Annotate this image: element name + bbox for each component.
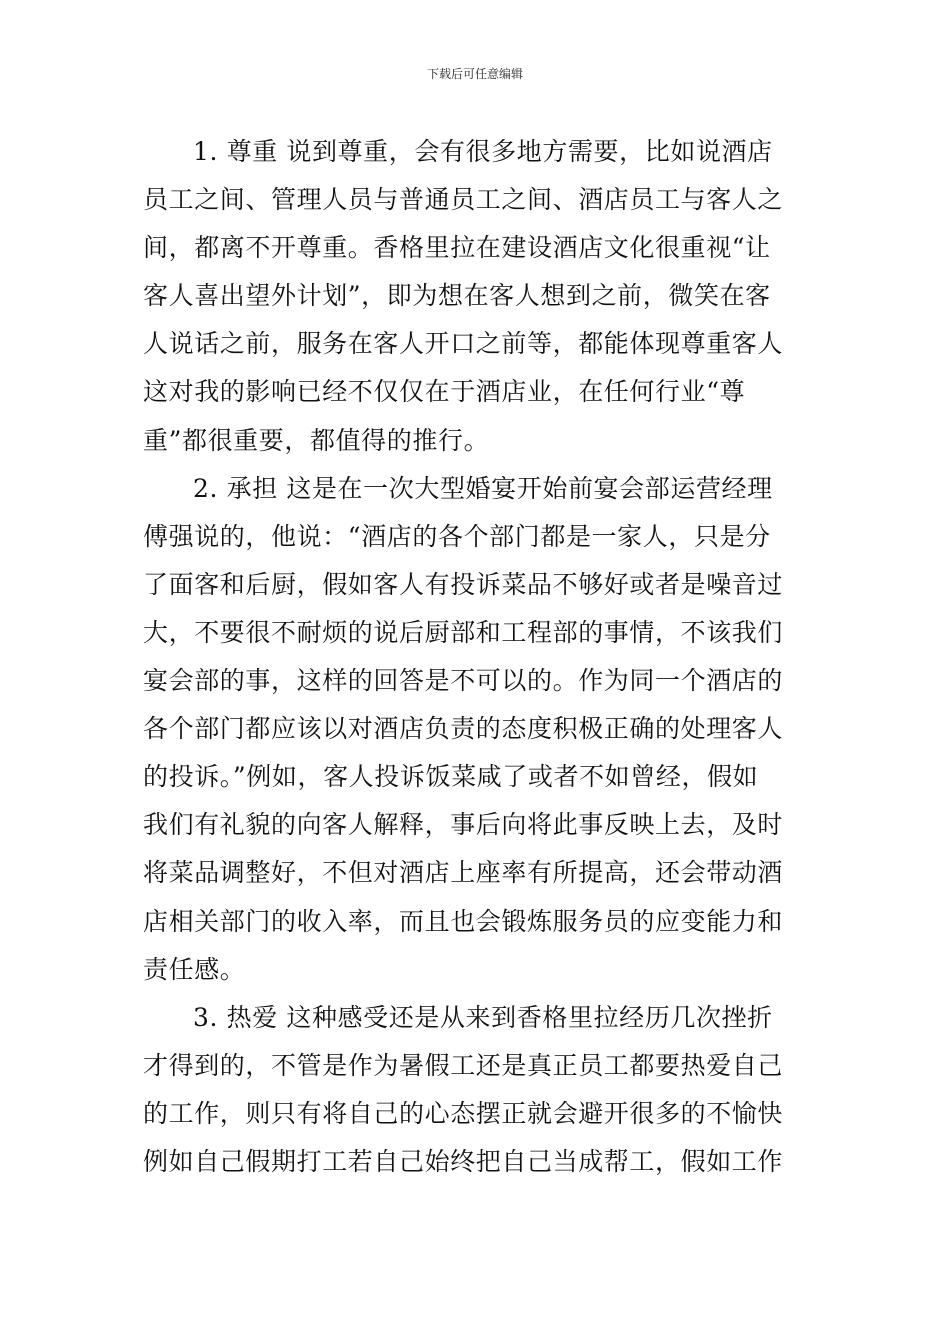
- text-line: 傅强说的，他说：“酒店的各个部门都是一家人，只是分: [143, 521, 771, 551]
- text-line: 宴会部的事，这样的回答是不可以的。作为同一个酒店的: [143, 666, 784, 696]
- text-line: 店相关部门的收入率，而且也会锻炼服务员的应变能力和: [143, 906, 784, 936]
- document-body: [143, 128, 807, 1186]
- text-line: 责任感。: [143, 954, 246, 984]
- text-line: 间，都离不开尊重。香格里拉在建设酒店文化很重视“让: [143, 233, 771, 263]
- text-line: 我们有礼貌的向客人解释，事后向将此事反映上去，及时: [143, 810, 784, 840]
- text-line: 这对我的影响已经不仅仅在于酒店业，在任何行业“尊: [143, 377, 746, 407]
- text-line: 各个部门都应该以对酒店负责的态度积极正确的处理客人: [143, 714, 784, 744]
- paragraph-passion: [143, 994, 807, 1186]
- text-line: 员工之间、管理人员与普通员工之间、酒店员工与客人之: [143, 185, 784, 215]
- text-line: 才得到的，不管是作为暑假工还是真正员工都要热爱自己: [143, 1050, 784, 1080]
- text-line: 重”都很重要，都值得的推行。: [143, 425, 490, 455]
- paragraph-respect: [143, 128, 807, 465]
- text-line: 客人喜出望外计划”，即为想在客人想到之前，微笑在客: [143, 281, 771, 311]
- text-line: 例如自己假期打工若自己始终把自己当成帮工，假如工作: [143, 1146, 784, 1176]
- page-header: 下载后可任意编辑: [426, 67, 523, 81]
- text-line: 1. 尊重 说到尊重，会有很多地方需要，比如说酒店: [193, 137, 773, 166]
- text-line: 的工作，则只有将自己的心态摆正就会避开很多的不愉快: [143, 1098, 784, 1128]
- paragraph-responsibility: [143, 465, 807, 994]
- text-line: 2. 承担 这是在一次大型婚宴开始前宴会部运营经理: [193, 473, 773, 503]
- text-line: 3. 热爱 这种感受还是从来到香格里拉经历几次挫折: [193, 1002, 773, 1032]
- text-line: 的投诉。”例如，客人投诉饭菜咸了或者不如曾经，假如: [143, 762, 759, 792]
- text-line: 了面客和后厨，假如客人有投诉菜品不够好或者是噪音过: [143, 569, 784, 599]
- text-line: 大，不要很不耐烦的说后厨部和工程部的事情，不该我们: [143, 617, 784, 647]
- text-line: 人说话之前，服务在客人开口之前等，都能体现尊重客人: [143, 329, 784, 359]
- text-line: 将菜品调整好，不但对酒店上座率有所提高，还会带动酒: [143, 858, 784, 888]
